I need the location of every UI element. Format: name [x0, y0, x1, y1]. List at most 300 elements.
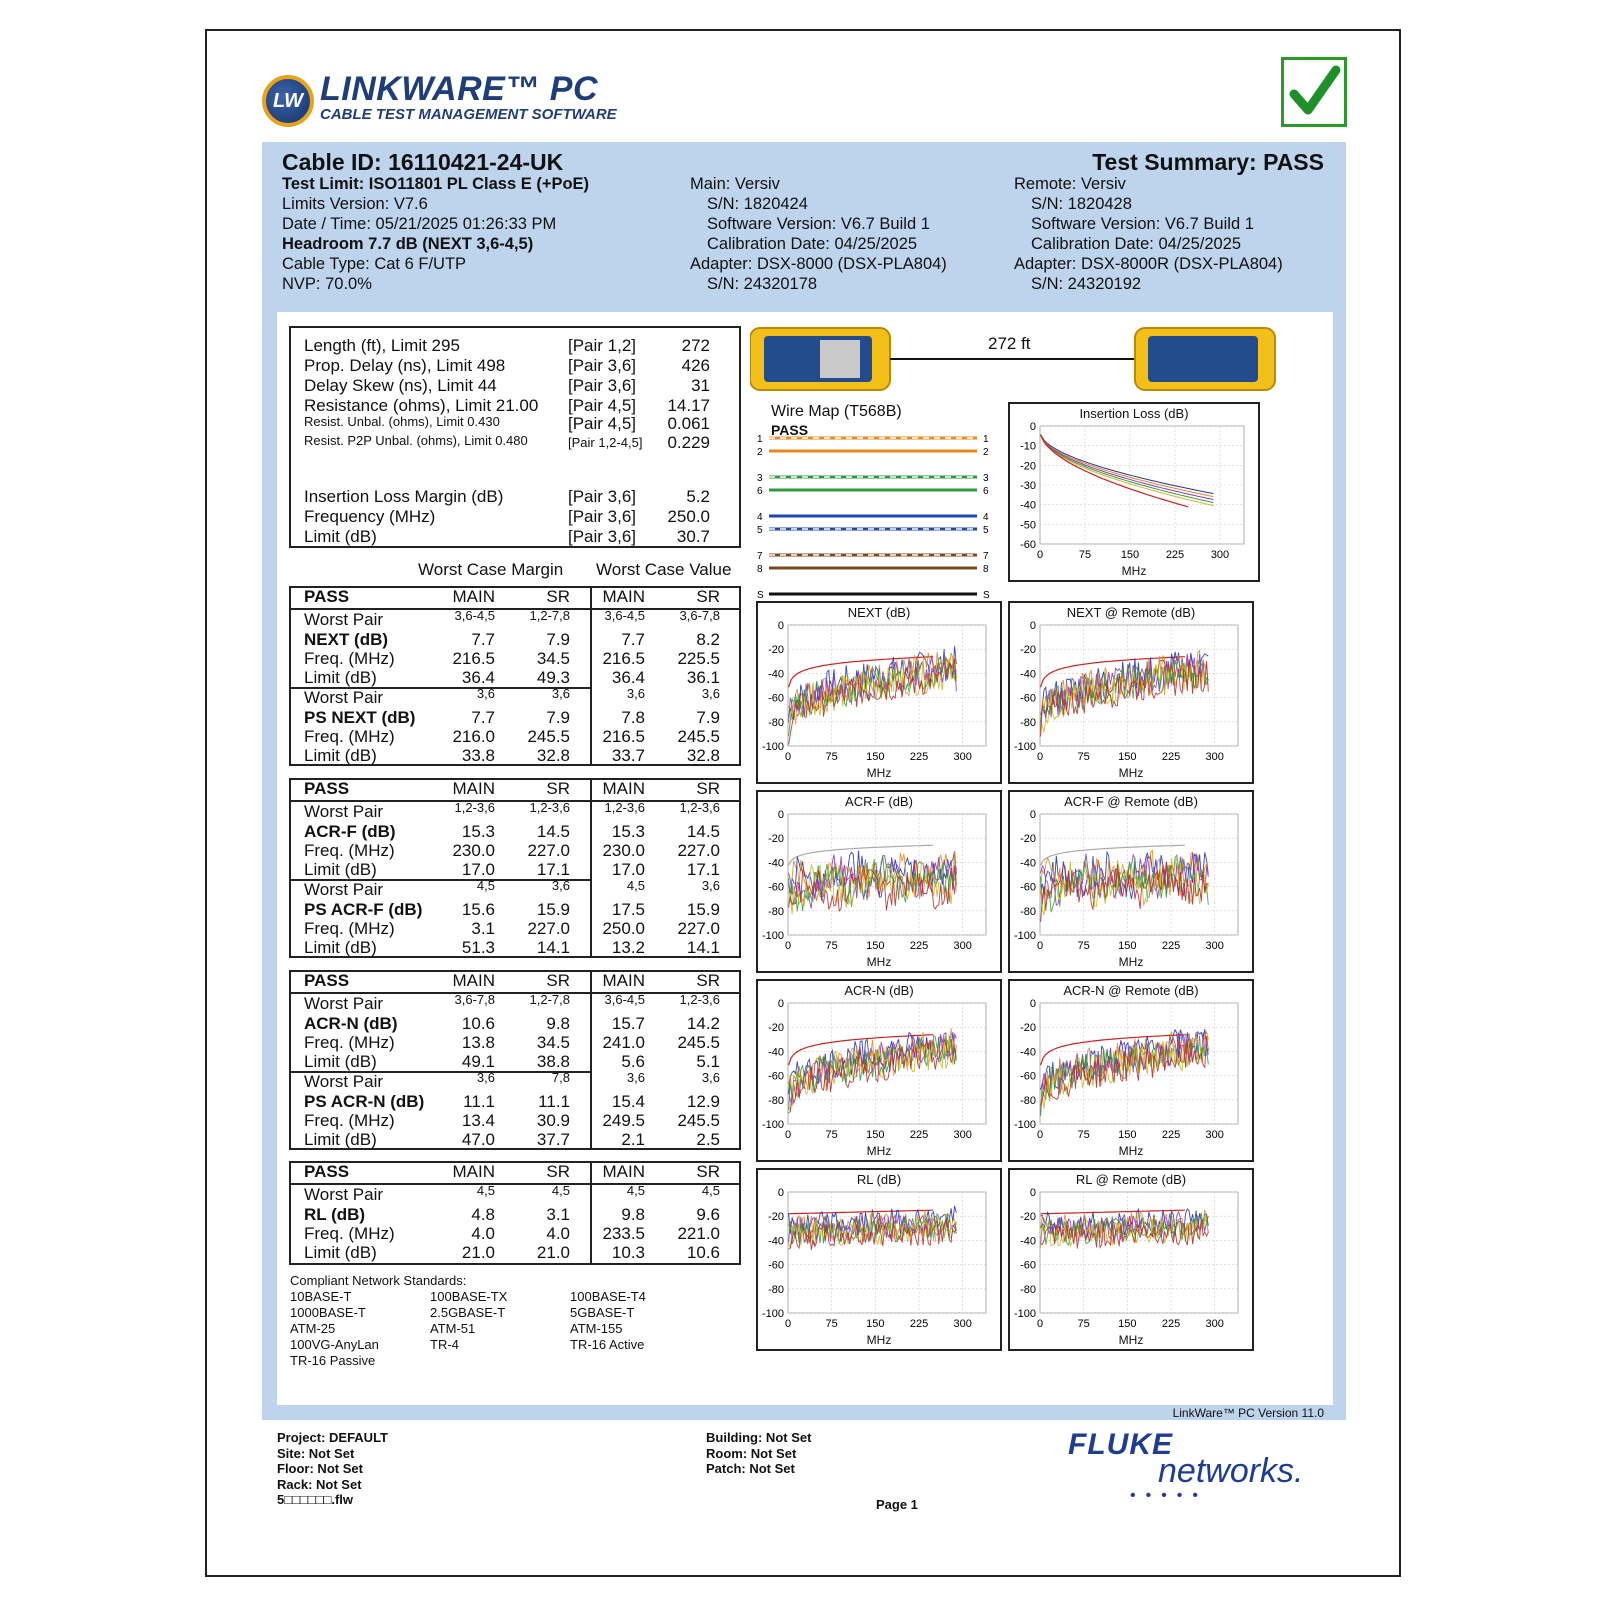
freq-value: 4.0 [471, 1224, 495, 1243]
footer-mid-line: Room: Not Set [706, 1445, 797, 1461]
y-tick-label: -60 [1020, 539, 1036, 551]
software-version: LinkWare™ PC Version 11.0 [1172, 1406, 1324, 1420]
il-label: Frequency (MHz) [304, 507, 436, 526]
y-tick-label: 0 [1029, 809, 1036, 821]
x-tick-label: 225 [909, 1129, 929, 1141]
pass-checkmark-icon [1281, 57, 1347, 127]
logo-title: LINKWARE™ PC [320, 70, 598, 108]
freq-value: 216.5 [602, 649, 645, 668]
measurement-label: Prop. Delay (ns), Limit 498 [304, 356, 506, 375]
freq-label: Freq. (MHz) [304, 1033, 395, 1052]
y-tick-label: 0 [1029, 421, 1036, 433]
y-tick-label: -100 [761, 1308, 784, 1320]
il-value: 250.0 [667, 507, 710, 526]
worst-pair-value: 4,5 [476, 1183, 495, 1198]
chart-title: ACR-N @ Remote (dB) [1063, 983, 1199, 998]
metric-value: 17.5 [611, 900, 645, 919]
y-tick-label: 0 [1029, 998, 1036, 1010]
y-tick-label: -10 [1020, 440, 1036, 453]
chart-xlabel: MHz [866, 955, 892, 969]
measurement-pair: [Pair 4,5] [568, 396, 637, 415]
chart-title: NEXT (dB) [847, 605, 911, 620]
pin-label: 5 [983, 525, 989, 536]
worst-pair-label: Worst Pair [304, 880, 384, 899]
freq-value: 245.5 [677, 1033, 720, 1052]
measurement-label: Length (ft), Limit 295 [304, 336, 460, 355]
x-tick-label: 300 [953, 940, 972, 952]
measurement-value: 0.229 [667, 433, 710, 452]
y-tick-label: -20 [1020, 460, 1036, 473]
worst-pair-value: 3,6-7,8 [679, 608, 720, 623]
pin-label: S [983, 590, 990, 600]
x-tick-label: 0 [784, 751, 792, 763]
limit-value: 36.1 [686, 668, 720, 687]
footer-left-line: Floor: Not Set [277, 1461, 363, 1476]
worst-pair-value: 4,5 [626, 878, 645, 893]
standard-item: TR-4 [430, 1337, 459, 1352]
x-tick-label: 75 [1077, 940, 1090, 952]
wire-map-title: Wire Map (T568B) [771, 403, 902, 420]
metric-value: 7.9 [696, 708, 720, 727]
metric-value: 7.7 [471, 708, 495, 727]
x-tick-label: 75 [825, 751, 838, 763]
standard-item: 100BASE-TX [430, 1289, 508, 1304]
x-tick-label: 225 [909, 1318, 929, 1330]
worst-pair-value: 4,5 [476, 878, 495, 893]
worst-pair-value: 3,6-7,8 [454, 992, 495, 1007]
y-tick-label: -40 [1020, 1235, 1036, 1248]
limit-value: 10.3 [611, 1243, 645, 1262]
freq-value: 250.0 [602, 919, 645, 938]
pin-label: 2 [983, 447, 989, 458]
chart-title: ACR-N (dB) [844, 983, 914, 998]
limit-value: 21.0 [461, 1243, 495, 1262]
y-tick-label: -60 [1020, 881, 1036, 894]
standard-item: TR-16 Active [570, 1337, 645, 1352]
x-tick-label: 225 [1165, 549, 1185, 561]
measurement-label: Delay Skew (ns), Limit 44 [304, 376, 497, 395]
metric-value: 15.7 [611, 1014, 645, 1033]
limit-value: 36.4 [461, 668, 495, 687]
freq-value: 216.5 [602, 727, 645, 746]
x-tick-label: 0 [784, 1129, 792, 1141]
y-tick-label: -40 [768, 1235, 784, 1248]
pin-label: 7 [983, 551, 989, 562]
x-tick-label: 150 [866, 1318, 885, 1330]
worst-pair-value: 1,2-7,8 [529, 992, 570, 1007]
worst-pair-value: 3,6-4,5 [604, 608, 645, 623]
fluke-brand: FLUKE [1068, 1428, 1173, 1461]
table-col-header: SR [696, 1162, 720, 1181]
worst-pair-value: 4,5 [626, 1183, 645, 1198]
y-tick-label: -40 [1020, 499, 1036, 512]
y-tick-label: -20 [1020, 644, 1036, 657]
x-tick-label: 300 [953, 1129, 972, 1141]
left-line: Headroom 7.7 dB (NEXT 3,6-4,5) [282, 235, 534, 253]
standards-title: Compliant Network Standards: [290, 1273, 467, 1288]
table-col-header: MAIN [452, 779, 495, 798]
chart-acrf [756, 790, 1002, 973]
x-tick-label: 150 [1118, 1318, 1137, 1330]
limit-value: 32.8 [536, 746, 570, 765]
limit-value: 17.1 [536, 860, 570, 879]
x-tick-label: 0 [1036, 751, 1044, 763]
limit-value: 36.4 [611, 668, 645, 687]
standard-item: 5GBASE-T [570, 1305, 635, 1320]
test-summary: Test Summary: PASS [1092, 149, 1324, 175]
pin-label: 6 [757, 486, 763, 497]
y-tick-label: 0 [777, 1187, 784, 1199]
measurement-value: 14.17 [667, 396, 710, 415]
footer-left-line: Rack: Not Set [277, 1476, 362, 1492]
freq-value: 245.5 [677, 727, 720, 746]
worst-pair-label: Worst Pair [304, 610, 384, 629]
worst-pair-label: Worst Pair [304, 1185, 384, 1204]
limit-value: 38.8 [536, 1052, 570, 1071]
chart-title: NEXT @ Remote (dB) [1066, 605, 1196, 620]
main-unit-info [690, 174, 947, 294]
metric-name: ACR-N (dB) [304, 1014, 398, 1033]
x-tick-label: 225 [909, 751, 929, 763]
table-col-header: MAIN [452, 1162, 495, 1181]
main-line: Software Version: V6.7 Build 1 [707, 215, 930, 233]
metric-value: 15.6 [461, 900, 495, 919]
chart-next [1008, 601, 1254, 784]
x-tick-label: 300 [1205, 940, 1224, 952]
measurement-value: 426 [681, 356, 710, 375]
freq-value: 249.5 [602, 1111, 645, 1130]
x-tick-label: 300 [953, 751, 972, 763]
worst-pair-label: Worst Pair [304, 1072, 384, 1091]
y-tick-label: -60 [1020, 1070, 1036, 1083]
il-label: Limit (dB) [304, 527, 377, 546]
x-tick-label: 75 [1078, 549, 1092, 561]
main-line: Main: Versiv [690, 175, 780, 193]
left-line: Date / Time: 05/21/2025 01:26:33 PM [282, 215, 557, 233]
metric-name: PS ACR-N (dB) [304, 1092, 425, 1111]
freq-value: 227.0 [677, 919, 720, 938]
chart-xlabel: MHz [1118, 1144, 1144, 1158]
freq-value: 230.0 [602, 841, 645, 860]
x-tick-label: 0 [1036, 549, 1044, 561]
x-tick-label: 75 [1077, 1129, 1090, 1141]
linkware-logo-icon [262, 75, 314, 127]
y-tick-label: -80 [768, 1094, 784, 1107]
x-tick-label: 0 [784, 940, 792, 952]
limit-value: 49.1 [461, 1052, 495, 1071]
metric-value: 12.9 [686, 1092, 720, 1111]
worst-pair-value: 3,6 [626, 686, 645, 701]
standard-item: 10BASE-T [290, 1289, 352, 1304]
metric-value: 4.8 [471, 1205, 495, 1224]
pin-label: 2 [757, 447, 763, 458]
chart-acrn [1008, 979, 1254, 1162]
metric-value: 15.9 [686, 900, 720, 919]
remote-line: S/N: 1820428 [1031, 195, 1132, 213]
y-tick-label: -80 [768, 905, 784, 918]
measurement-label: Resist. Unbal. (ohms), Limit 0.430 [304, 414, 500, 429]
x-tick-label: 225 [909, 940, 929, 952]
pin-label: 3 [757, 473, 763, 484]
worst-pair-value: 3,6 [626, 1070, 645, 1085]
measurement-pair: [Pair 3,6] [568, 376, 637, 395]
pin-label: 4 [983, 512, 989, 523]
worst-pair-value: 3,6-4,5 [454, 608, 495, 623]
metric-value: 8.2 [696, 630, 720, 649]
table-status: PASS [304, 587, 350, 606]
pin-label: 5 [757, 525, 763, 536]
x-tick-label: 225 [1161, 1129, 1181, 1141]
freq-value: 216.5 [452, 649, 495, 668]
left-line: NVP: 70.0% [282, 275, 372, 293]
freq-value: 221.0 [677, 1224, 720, 1243]
il-value: 5.2 [686, 487, 710, 506]
footer-left-line: Project: DEFAULT [277, 1430, 388, 1445]
table-col-header: SR [546, 971, 570, 990]
measurement-pair: [Pair 3,6] [568, 356, 637, 375]
left-line: Limits Version: V7.6 [282, 195, 428, 213]
y-tick-label: -40 [1020, 857, 1036, 870]
freq-value: 225.5 [677, 649, 720, 668]
freq-value: 13.8 [461, 1033, 495, 1052]
chart-xlabel: MHz [866, 766, 892, 780]
il-pair: [Pair 3,6] [568, 527, 637, 546]
left-line: Cable Type: Cat 6 F/UTP [282, 255, 467, 273]
metric-name: PS NEXT (dB) [304, 708, 416, 727]
freq-label: Freq. (MHz) [304, 919, 395, 938]
freq-value: 3.1 [471, 919, 495, 938]
limit-value: 13.2 [611, 938, 645, 957]
table-col-header: SR [546, 587, 570, 606]
x-tick-label: 0 [1036, 1318, 1044, 1330]
metric-name: RL (dB) [304, 1205, 366, 1224]
table-col-header: MAIN [602, 779, 645, 798]
y-tick-label: -80 [1020, 1283, 1036, 1296]
freq-value: 30.9 [536, 1111, 570, 1130]
cable-id: Cable ID: 16110421-24-UK [282, 149, 564, 175]
chart-title: ACR-F @ Remote (dB) [1064, 794, 1198, 809]
chart-title: RL @ Remote (dB) [1075, 1172, 1187, 1187]
x-tick-label: 150 [1118, 1129, 1137, 1141]
il-value: 30.7 [676, 527, 710, 546]
pin-label: 3 [983, 473, 989, 484]
table-col-header: SR [696, 971, 720, 990]
chart-title: ACR-F (dB) [845, 794, 913, 809]
il-pair: [Pair 3,6] [568, 507, 637, 526]
metric-value: 14.5 [536, 822, 570, 841]
limit-value: 2.5 [696, 1130, 720, 1149]
footer-mid-line: Patch: Not Set [706, 1461, 795, 1476]
metric-value: 9.8 [546, 1014, 570, 1033]
chart-xlabel: MHz [866, 1144, 892, 1158]
x-tick-label: 0 [1036, 1129, 1044, 1141]
y-tick-label: -60 [768, 692, 784, 705]
limit-value: 17.1 [686, 860, 720, 879]
metric-value: 7.7 [621, 630, 645, 649]
freq-value: 227.0 [527, 919, 570, 938]
y-tick-label: -40 [1020, 668, 1036, 681]
y-tick-label: -80 [768, 1283, 784, 1296]
metric-value: 9.6 [696, 1205, 720, 1224]
worst-case-value-heading: Worst Case Value [596, 560, 732, 579]
worst-pair-value: 1,2-3,6 [454, 800, 495, 815]
measurement-value: 272 [681, 336, 710, 355]
y-tick-label: -60 [768, 881, 784, 894]
x-tick-label: 150 [866, 940, 885, 952]
worst-pair-value: 7,8 [551, 1070, 570, 1085]
x-tick-label: 150 [866, 1129, 885, 1141]
standard-item: 100VG-AnyLan [290, 1337, 379, 1352]
y-tick-label: -20 [768, 644, 784, 657]
worst-pair-value: 1,2-3,6 [679, 800, 720, 815]
limit-label: Limit (dB) [304, 1243, 377, 1262]
pin-label: 8 [757, 564, 763, 575]
metric-name: PS ACR-F (dB) [304, 900, 423, 919]
metric-value: 14.5 [686, 822, 720, 841]
limit-label: Limit (dB) [304, 668, 377, 687]
y-tick-label: -20 [768, 1211, 784, 1224]
y-tick-label: -20 [1020, 1211, 1036, 1224]
freq-value: 241.0 [602, 1033, 645, 1052]
metric-name: NEXT (dB) [304, 630, 389, 649]
freq-value: 34.5 [536, 1033, 570, 1052]
measurement-value: 31 [691, 376, 710, 395]
brand-dots: ••••• [1130, 1487, 1209, 1504]
limit-label: Limit (dB) [304, 938, 377, 957]
freq-label: Freq. (MHz) [304, 649, 395, 668]
remote-line: S/N: 24320192 [1031, 275, 1142, 293]
x-tick-label: 75 [825, 1129, 838, 1141]
limit-value: 14.1 [686, 938, 720, 957]
measurement-pair: [Pair 1,2-4,5] [568, 435, 643, 450]
y-tick-label: -20 [1020, 833, 1036, 846]
measurement-value: 0.061 [667, 414, 710, 433]
limit-value: 10.6 [686, 1243, 720, 1262]
x-tick-label: 225 [1161, 1318, 1181, 1330]
worst-pair-label: Worst Pair [304, 688, 384, 707]
footer-mid-line: Building: Not Set [706, 1430, 812, 1445]
limit-value: 17.0 [461, 860, 495, 879]
cable-length-label: 272 ft [988, 334, 1031, 353]
freq-label: Freq. (MHz) [304, 1224, 395, 1243]
chart-acrn [756, 979, 1002, 1162]
metric-value: 7.9 [546, 630, 570, 649]
worst-pair-label: Worst Pair [304, 994, 384, 1013]
x-tick-label: 300 [953, 1318, 972, 1330]
pin-label: 1 [983, 434, 989, 445]
x-tick-label: 150 [1118, 751, 1137, 763]
y-tick-label: -40 [768, 1046, 784, 1059]
metric-value: 3.1 [546, 1205, 570, 1224]
y-tick-label: 0 [1029, 620, 1036, 632]
worst-pair-label: Worst Pair [304, 802, 384, 821]
y-tick-label: -60 [768, 1070, 784, 1083]
limit-value: 21.0 [536, 1243, 570, 1262]
table-status: PASS [304, 1162, 350, 1181]
limit-value: 37.7 [536, 1130, 570, 1149]
worst-pair-value: 3,6 [701, 686, 720, 701]
freq-label: Freq. (MHz) [304, 727, 395, 746]
table-status: PASS [304, 971, 350, 990]
metric-value: 11.1 [538, 1092, 570, 1111]
wire-map-status: PASS [771, 422, 809, 438]
remote-line: Remote: Versiv [1014, 175, 1126, 193]
limit-value: 33.7 [611, 746, 645, 765]
x-tick-label: 300 [1205, 751, 1224, 763]
standard-item: 1000BASE-T [290, 1305, 366, 1320]
chart-title: Insertion Loss (dB) [1079, 406, 1189, 421]
table-col-header: MAIN [452, 587, 495, 606]
chart-xlabel: MHz [1118, 766, 1144, 780]
metric-value: 15.4 [611, 1092, 645, 1111]
worst-pair-value: 3,6 [476, 1070, 495, 1085]
worst-pair-value: 1,2-3,6 [679, 992, 720, 1007]
worst-pair-value: 3,6 [476, 686, 495, 701]
y-tick-label: -30 [1020, 480, 1036, 492]
networks-brand: networks. [1158, 1452, 1304, 1490]
main-line: Calibration Date: 04/25/2025 [707, 235, 918, 253]
freq-value: 4.0 [546, 1224, 570, 1243]
measurement-label: Resist. P2P Unbal. (ohms), Limit 0.480 [304, 433, 528, 448]
metric-name: ACR-F (dB) [304, 822, 396, 841]
metric-value: 7.9 [546, 708, 570, 727]
y-tick-label: -40 [768, 668, 784, 681]
freq-value: 245.5 [527, 727, 570, 746]
y-tick-label: -20 [1020, 1022, 1036, 1035]
main-line: Adapter: DSX-8000 (DSX-PLA804) [690, 255, 947, 273]
limit-label: Limit (dB) [304, 746, 377, 765]
y-tick-label: -100 [761, 1119, 784, 1131]
pin-label: 8 [983, 564, 989, 575]
freq-value: 216.0 [452, 727, 495, 746]
x-tick-label: 300 [1205, 1129, 1224, 1141]
freq-value: 13.4 [461, 1111, 495, 1130]
metric-value: 15.3 [611, 822, 645, 841]
metric-value: 15.3 [461, 822, 495, 841]
x-tick-label: 75 [1077, 1318, 1090, 1330]
standard-item: TR-16 Passive [290, 1353, 376, 1368]
chart-rl [756, 1168, 1002, 1351]
standard-item: ATM-51 [430, 1321, 476, 1336]
y-tick-label: 0 [777, 809, 784, 821]
worst-pair-value: 1,2-7,8 [529, 608, 570, 623]
y-tick-label: -20 [768, 833, 784, 846]
y-tick-label: 0 [1029, 1187, 1036, 1199]
y-tick-label: -100 [1013, 1119, 1036, 1131]
logo-subtitle: CABLE TEST MANAGEMENT SOFTWARE [320, 106, 617, 123]
x-tick-label: 225 [1161, 751, 1181, 763]
metric-value: 7.8 [621, 708, 645, 727]
y-tick-label: -80 [1020, 716, 1036, 729]
left-line: Test Limit: ISO11801 PL Class E (+PoE) [282, 175, 590, 193]
x-tick-label: 300 [1210, 549, 1230, 561]
standard-item: ATM-25 [290, 1321, 336, 1336]
worst-pair-value: 3,6 [701, 878, 720, 893]
y-tick-label: -20 [768, 1022, 784, 1035]
worst-pair-value: 1,2-3,6 [529, 800, 570, 815]
table-col-header: MAIN [602, 587, 645, 606]
limit-value: 33.8 [461, 746, 495, 765]
x-tick-label: 75 [1077, 751, 1090, 763]
limit-value: 5.6 [621, 1052, 645, 1071]
y-tick-label: -50 [1020, 519, 1036, 532]
worst-pair-value: 3,6 [701, 1070, 720, 1085]
x-tick-label: 225 [1161, 940, 1181, 952]
footer-left-line: 5□□□□□□.flw [277, 1492, 354, 1507]
remote-line: Calibration Date: 04/25/2025 [1031, 235, 1242, 253]
logo-badge: LW [273, 90, 303, 112]
il-label: Insertion Loss Margin (dB) [304, 487, 504, 506]
